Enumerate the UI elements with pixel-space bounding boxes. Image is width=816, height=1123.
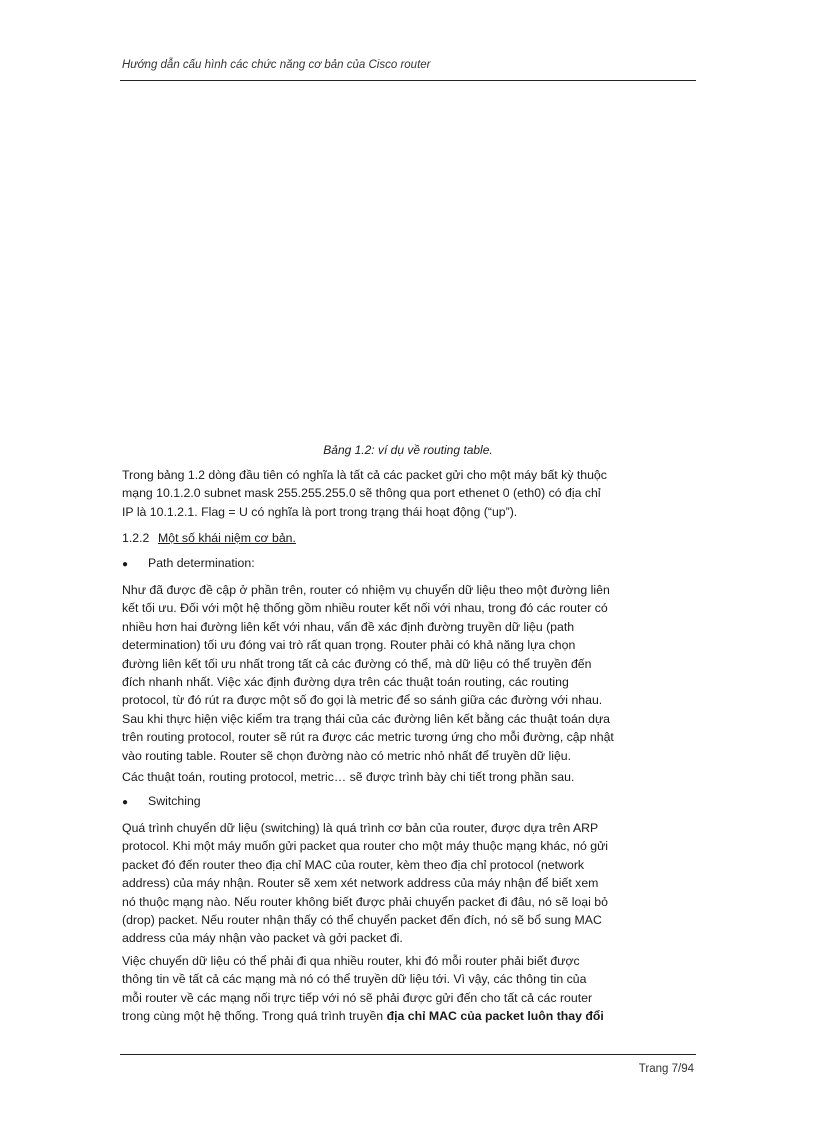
text-line: Sau khi thực hiện việc kiểm tra trạng thái của các đường liên kết bằng các thuật toán dựa — [122, 711, 611, 726]
text-line: IP là 10.1.2.1. Flag = U có nghĩa là port trong trạng thái hoạt động (“up”). — [122, 504, 518, 519]
text-line: address) của máy nhận. Router sẽ xem xét network address của máy nhận để biết xem — [122, 876, 599, 891]
text-line: mạng 10.1.2.0 subnet mask 255.255.255.0 sẽ thông qua port ethenet 0 (eth0) có địa chỉ — [122, 486, 601, 501]
text-line: trên routing protocol, router sẽ rút ra được các metric tương ứng cho mỗi đường, cập nhật — [122, 730, 614, 745]
text-line: protocol, từ đó rút ra được một số đo gọi là metric để so sánh giữa các đường với nhau. — [122, 693, 603, 708]
bold-text-segment: địa chỉ MAC của packet luôn thay đổi — [386, 1009, 604, 1024]
text-line: nó thuộc mạng nào. Nếu router không biết được phải chuyển packet đi đâu, nó sẽ loại bỏ — [122, 894, 608, 909]
section-number: 1.2.2 — [122, 531, 150, 545]
text-line: đường liên kết tối ưu nhất trong tất cả các đường có thể, mà dữ liệu có thể truyền đến — [122, 656, 592, 671]
section-heading — [122, 531, 296, 545]
text-segment: trong cùng một hệ thống. Trong quá trình truyền — [122, 1009, 387, 1024]
text-line: address của máy nhận vào packet và gởi packet đi. — [122, 931, 403, 946]
text-line: determination) tối ưu đóng vai trò rất quan trọng. Router phải có khả năng lựa chọn — [122, 638, 576, 653]
bullet-dot-icon: ● — [122, 559, 129, 570]
bullet-path-determination — [122, 556, 255, 570]
text-line: nhiều hơn hai đường liên kết với nhau, vấn đề xác định đường truyền dữ liệu (path — [122, 619, 575, 634]
text-line: protocol. Khi một máy muốn gửi packet qua router cho một máy thuộc mạng khác, nó gửi — [122, 839, 609, 854]
text-line: kết tối ưu. Đối với một hệ thống gồm nhiều router kết nối với nhau, trong đó các router có — [122, 601, 608, 616]
paragraph-algorithms-note — [122, 768, 696, 786]
text-line: Quá trình chuyển dữ liệu (switching) là quá trình cơ bản của router, được dựa trên ARP — [122, 821, 599, 835]
paragraph-path-determination — [122, 581, 696, 765]
paragraph-routing-table-explanation — [122, 466, 696, 521]
page-number: Trang 7/94 — [638, 1063, 694, 1075]
section-title: Một số khái niệm cơ bản. — [158, 531, 296, 545]
text-line: Các thuật toán, routing protocol, metric… sẽ được trình bày chi tiết trong phần sau. — [122, 770, 575, 784]
header-divider — [120, 80, 696, 81]
text-line: Việc chuyển dữ liệu có thể phải đi qua nhiều router, khi đó mỗi router phải biết được — [122, 954, 580, 968]
bullet-switching — [122, 794, 201, 808]
footer-divider — [120, 1054, 696, 1055]
text-line — [122, 1007, 696, 1025]
text-line: Như đã được đề cập ở phần trên, router có nhiệm vụ chuyển dữ liệu theo một đường liên — [122, 583, 610, 597]
text-line: mỗi router về các mạng nối trực tiếp với nó sẽ phải được gửi đến cho tất cả các router — [122, 990, 593, 1005]
bullet-label: Path determination: — [148, 556, 255, 570]
header-title: Hướng dẫn cấu hình các chức năng cơ bản của Cisco router — [122, 59, 431, 71]
bullet-label: Switching — [148, 794, 201, 808]
text-line: Trong bảng 1.2 dòng đầu tiên có nghĩa là tất cả các packet gửi cho một máy bất kỳ thuộc — [122, 468, 607, 482]
text-line: đích nhanh nhất. Việc xác định đường dựa trên các thuật toán routing, các routing — [122, 675, 569, 690]
paragraph-switching — [122, 819, 696, 948]
text-line: thông tin về tất cả các mạng mà nó có thể truyền dữ liệu tới. Vì vậy, các thông tin của — [122, 972, 587, 987]
bullet-dot-icon: ● — [122, 797, 129, 808]
table-caption: Bảng 1.2: ví dụ về routing table. — [323, 443, 493, 457]
text-line: (drop) packet. Nếu router nhận thấy có thể chuyển packet đến đích, nó sẽ bổ sung MAC — [122, 913, 602, 928]
paragraph-multi-router — [122, 952, 696, 1026]
text-line: vào routing table. Router sẽ chọn đường nào có metric nhỏ nhất để truyền dữ liệu. — [122, 748, 572, 763]
text-line: packet đó đến router theo địa chỉ MAC của router, kèm theo địa chỉ protocol (network — [122, 857, 585, 872]
